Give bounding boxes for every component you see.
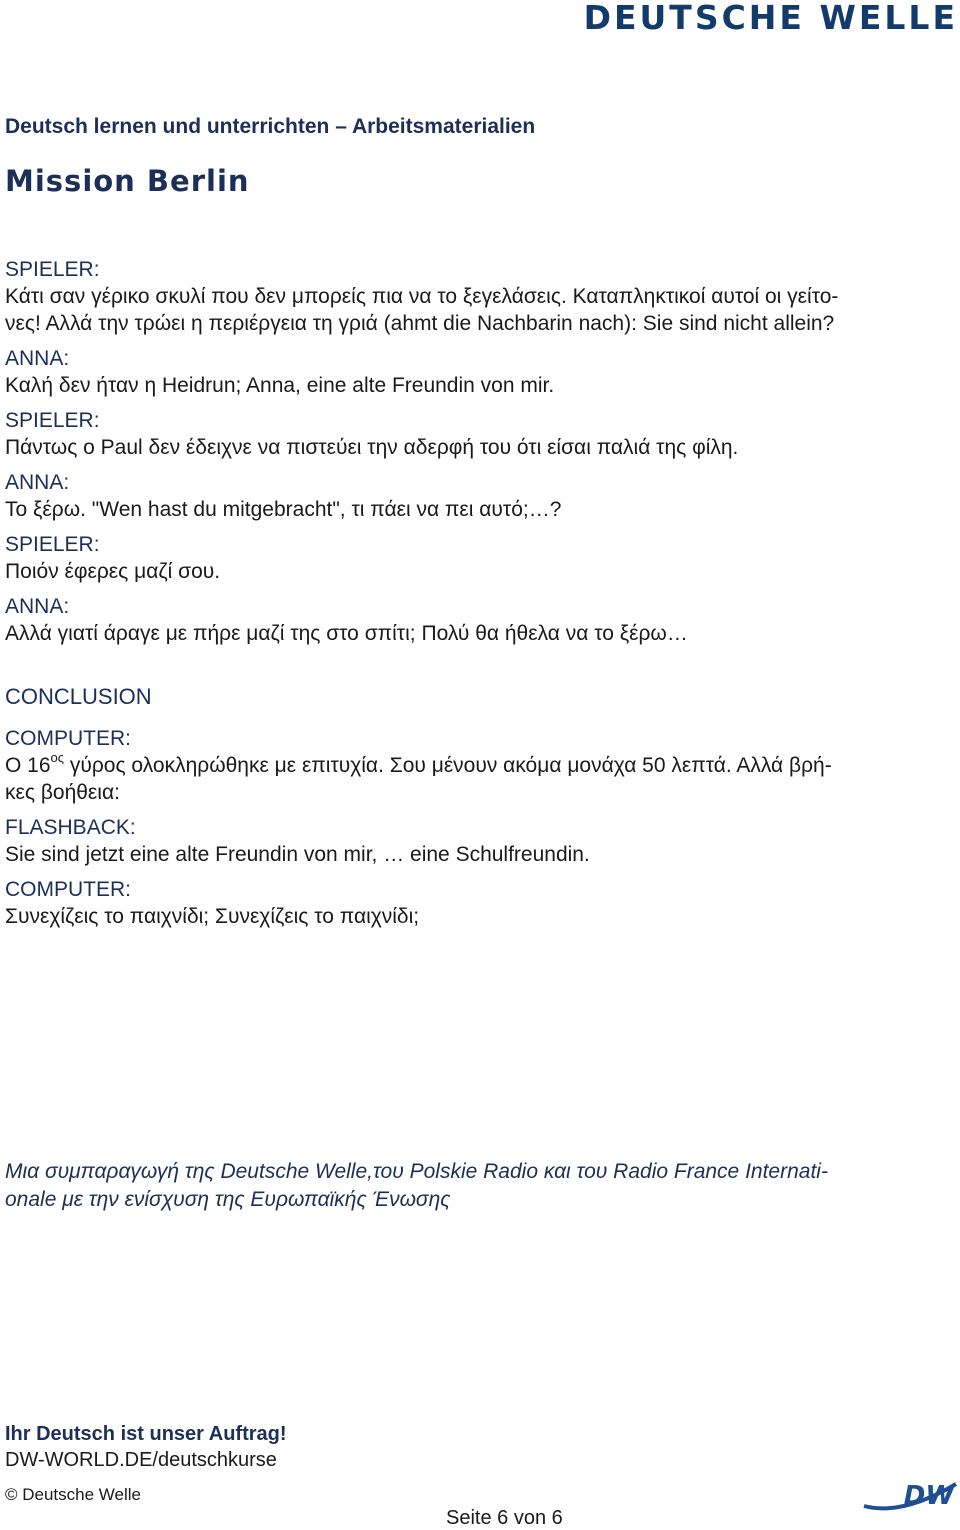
dialogue-line: Πάντως ο Paul δεν έδειχνε να πιστεύει την αδερφή του ότι είσαι παλιά της φίλη. (5, 436, 739, 459)
dialogue-line: Ποιόν έφερες μαζί σου. (5, 560, 221, 583)
series-heading: Deutsch lernen und unterrichten – Arbeitsmaterialien (5, 115, 536, 138)
speaker-label: ANNA: (5, 347, 70, 370)
dialogue-line: Συνεχίζεις το παιχνίδι; Συνεχίζεις το παιχνίδι; (5, 905, 420, 928)
ordinal-suffix: ος (50, 750, 65, 765)
brand-wordmark: DEUTSCHE WELLE (583, 0, 958, 37)
coproduction-credit (5, 1158, 828, 1214)
computer-block (5, 876, 955, 930)
footer-copyright: © Deutsche Welle (5, 1485, 141, 1504)
dialogue-block (5, 407, 955, 461)
speaker-label: COMPUTER: (5, 878, 131, 901)
computer-block (5, 725, 955, 806)
dialogue-line: νες! Αλλά την τρώει η περιέργεια τη γριά (ahmt die Nachbarin nach): Sie sind nicht allein? (5, 312, 835, 335)
dialogue-line: Κάτι σαν γέρικο σκυλί που δεν μπορείς πια να το ξεγελάσεις. Καταπληκτικοί αυτοί οι γείτο- (5, 285, 839, 308)
dialogue-block (5, 593, 955, 647)
dialogue-line: Καλή δεν ήταν η Heidrun; Anna, eine alte Freundin von mir. (5, 374, 555, 397)
dialogue-line: Sie sind jetzt eine alte Freundin von mir, … eine Schulfreundin. (5, 843, 590, 866)
speaker-label: ANNA: (5, 595, 70, 618)
conclusion-heading: CONCLUSION (5, 684, 152, 709)
speaker-label: SPIELER: (5, 409, 100, 432)
speaker-label: SPIELER: (5, 533, 100, 556)
dialogue-line: Το ξέρω. "Wen hast du mitgebracht", τι πάει να πει αυτό;…? (5, 498, 562, 521)
round-text-rest: γύρος ολοκληρώθηκε με επιτυχία. Σου μένουν ακόμα μονάχα 50 λεπτά. Αλλά βρή- (64, 754, 832, 777)
footer-slogan: Ihr Deutsch ist unser Auftrag! (5, 1423, 287, 1445)
credit-line: Μια συμπαραγωγή της Deutsche Welle,του Polskie Radio και του Radio France Internati- (5, 1160, 828, 1183)
footer-url: DW-WORLD.DE/deutschkurse (5, 1449, 277, 1471)
speaker-label: COMPUTER: (5, 727, 131, 750)
dialogue-line (5, 752, 955, 779)
speaker-label: SPIELER: (5, 258, 100, 281)
speaker-label: ANNA: (5, 471, 70, 494)
dialogue-block (5, 256, 955, 337)
speaker-label: FLASHBACK: (5, 816, 136, 839)
dialogue-line: κες βοήθεια: (5, 781, 120, 804)
flashback-block (5, 814, 955, 868)
round-text: Ο 16 (5, 754, 51, 777)
dialogue-block (5, 531, 955, 585)
page-title: Mission Berlin (5, 164, 250, 198)
page-number: Seite 6 von 6 (446, 1507, 563, 1529)
document-body (5, 256, 955, 938)
dialogue-line: Αλλά γιατί άραγε με πήρε μαζί της στο σπίτι; Πολύ θα ήθελα να το ξέρω… (5, 622, 688, 645)
dialogue-block (5, 469, 955, 523)
dw-logo-text: DW (903, 1481, 954, 1511)
dialogue-block (5, 345, 955, 399)
dw-logo (862, 1476, 958, 1518)
credit-line: onale με την ενίσχυση της Ευρωπαϊκής Ένωσης (5, 1188, 451, 1211)
